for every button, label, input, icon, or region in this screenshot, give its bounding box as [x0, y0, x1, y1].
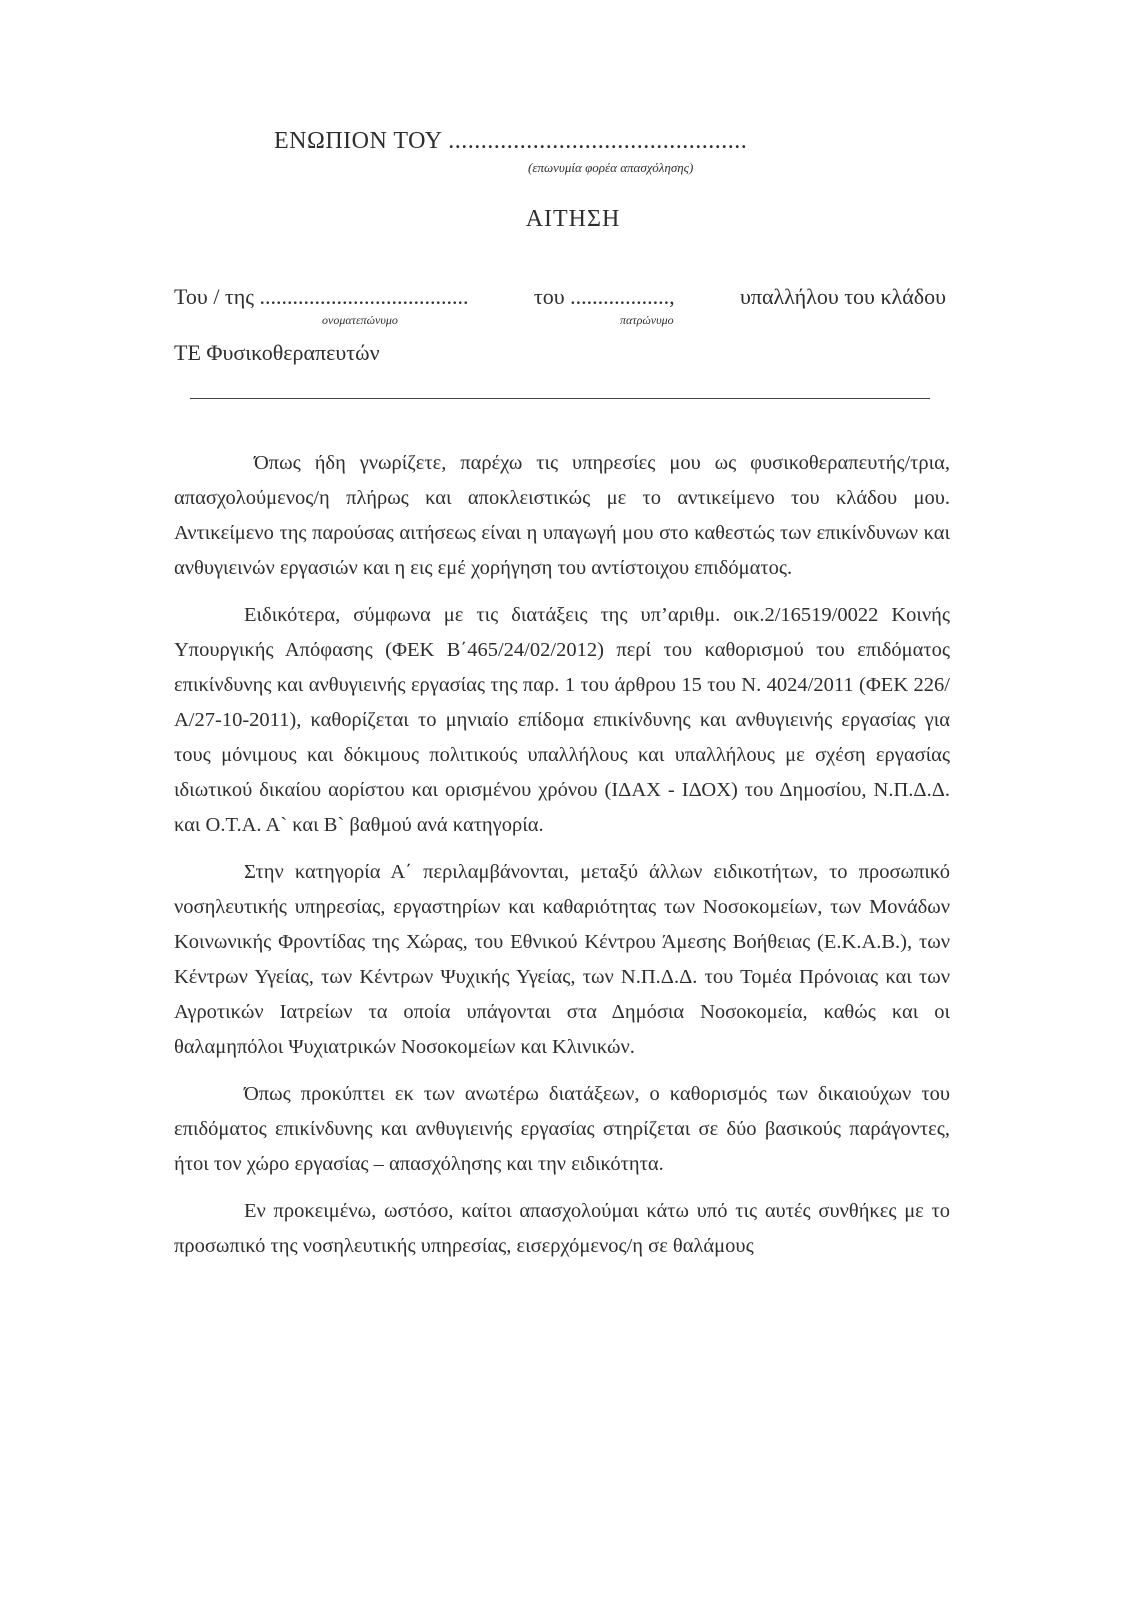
- addressee-line: ΕΝΩΠΙΟΝ ΤΟΥ ..............................................: [274, 128, 748, 154]
- name-note: ονοματεπώνυμο: [322, 313, 398, 327]
- document-title: ΑΙΤΗΣΗ: [525, 206, 621, 232]
- sender-specialty: ΤΕ Φυσικοθεραπευτών: [174, 340, 380, 365]
- separator-line: [190, 398, 930, 399]
- addressee-note: (επωνυμία φορέα απασχόλησης): [528, 160, 694, 175]
- paragraph: Στην κατηγορία Α΄ περιλαμβάνονται, μεταξύ άλλων ειδικοτήτων, το προσωπικό νοσηλευτικής υπηρεσίας, εργαστηρίων και καθαριότητας των Νοσοκομείων, των Μονάδων Κοινωνικής Φροντίδας της Χώρας, του Εθνικού Κέντρου Άμεσης Βοήθειας (Ε.Κ.Α.Β.), των Κέντρων Υγείας, των Κέντρων Ψυχικής Υγείας, των Ν.Π.Δ.Δ. του Τομέα Πρόνοιας και των Αγροτικών Ιατρείων τα οποία υπάγονται στα Δημόσια Νοσοκομεία, καθώς και οι θαλαμηπόλοι Ψυχιατρικών Νοσοκομείων και Κλινικών.: [174, 861, 950, 1058]
- paragraph: Όπως ήδη γνωρίζετε, παρέχω τις υπηρεσίες μου ως φυσικοθεραπευτής/τρια, απασχολούμενος/η πλήρως και αποκλειστικώς με το αντικείμενο του κλάδου μου. Αντικείμενο της παρούσας αιτήσεως είναι η υπαγωγή μου στο καθεστώς των επικίνδυνων και ανθυγιεινών εργασιών και η εις εμέ χορήγηση του αντίστοιχου επιδόματος.: [174, 452, 950, 579]
- document-body: [174, 446, 950, 1276]
- paragraph: Εν προκειμένω, ωστόσο, καίτοι απασχολούμαι κάτω υπό τις αυτές συνθήκες με το προσωπικό της νοσηλευτικής υπηρεσίας, εισερχόμενος/η σε θαλάμους: [174, 1200, 950, 1257]
- sender-branch-text: υπαλλήλου του κλάδου: [739, 284, 946, 309]
- sender-father-blank: του ..................,: [533, 284, 675, 309]
- sender-name-blank: Του / της ......................................: [174, 284, 469, 309]
- sender-line: [174, 284, 946, 310]
- father-name-note: πατρώνυμο: [620, 313, 674, 327]
- paragraph: Όπως προκύπτει εκ των ανωτέρω διατάξεων, ο καθορισμός των δικαιούχων του επιδόματος επικίνδυνης και ανθυγιεινής εργασίας στηρίζεται σε δύο βασικούς παράγοντες, ήτοι τον χώρο εργασίας – απασχόλησης και την ειδικότητα.: [174, 1083, 950, 1175]
- paragraph: Ειδικότερα, σύμφωνα με τις διατάξεις της υπ’αριθμ. οικ.2/16519/0022 Κοινής Υπουργικής Απόφασης (ΦΕΚ Β΄465/24/02/2012) περί του καθορισμού του επιδόματος επικίνδυνης και ανθυγιεινής εργασίας της παρ. 1 του άρθρου 15 του Ν. 4024/2011 (ΦΕΚ 226/Α/27-10-2011), καθορίζεται το μηνιαίο επίδομα επικίνδυνης και ανθυγιεινής εργασίας για τους μόνιμους και δόκιμους πολιτικούς υπαλλήλους και υπαλλήλους με σχέση εργασίας ιδιωτικού δικαίου αορίστου και ορισμένου χρόνου (ΙΔΑΧ - ΙΔΟΧ) του Δημοσίου, Ν.Π.Δ.Δ. και Ο.Τ.Α. Α` και Β` βαθμού ανά κατηγορία.: [174, 604, 950, 836]
